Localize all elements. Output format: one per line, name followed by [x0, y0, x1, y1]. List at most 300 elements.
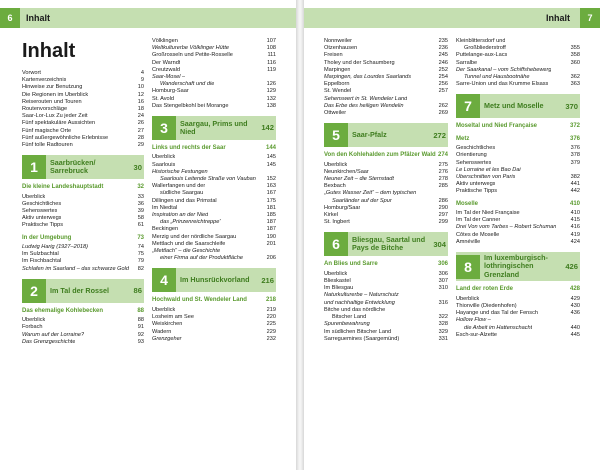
entry-title: Sarreguemines (Saargemünd) [324, 335, 400, 342]
entry-page: 232 [266, 335, 276, 342]
entry-page: 108 [266, 45, 276, 52]
entry-title: Im Niedtal [152, 204, 178, 211]
chapter-title: Im Tal der Rossel [50, 285, 109, 295]
toc-entry [324, 169, 448, 176]
entry-page: 322 [438, 314, 448, 321]
entry-page: 436 [570, 310, 580, 317]
entry-title: Hinweise zur Benutzung [22, 84, 83, 91]
entry-page: 129 [266, 88, 276, 95]
entry-title: Neuner Zeit – die Sternstadt [324, 176, 394, 183]
entry-title: Losheim am See [152, 314, 194, 321]
toc-entry [22, 106, 144, 113]
toc-entry [152, 190, 276, 197]
section-page: 372 [569, 123, 580, 130]
section-title: Land der roten Erde [456, 286, 514, 293]
entry-title: „Mettlach“ – die Geschichte [152, 248, 221, 255]
toc-entry [22, 92, 144, 99]
toc-entry [324, 198, 448, 205]
entry-title: Fünf magische Orte [22, 127, 72, 134]
section-page: 144 [265, 145, 276, 152]
chapter-number: 2 [22, 279, 46, 303]
entry-page: 419 [570, 231, 580, 238]
entry-page: 190 [266, 233, 276, 240]
toc-entry [456, 81, 580, 88]
entry-page: 262 [438, 102, 448, 109]
entry-page [273, 169, 276, 176]
toc-entry [22, 201, 144, 208]
entry-title: Der Saarkanal – vom Schiffshebewerg [456, 66, 552, 73]
entry-page: 27 [137, 127, 144, 134]
entry-title: Tholey und der Schaumberg [324, 59, 395, 66]
chapter-page: 370 [565, 101, 578, 111]
entry-title: Côtes de Moselle [456, 231, 500, 238]
toc-entry [22, 208, 144, 215]
section-entry [456, 201, 580, 208]
entry-page: 220 [266, 314, 276, 321]
entry-page [445, 96, 448, 103]
toc-list [456, 38, 580, 339]
right-page [304, 0, 600, 470]
toc-heading: Inhalt [22, 40, 76, 62]
section-entry [456, 136, 580, 143]
entry-title: Überblick [456, 295, 480, 302]
entry-page: 316 [438, 299, 448, 306]
chapter-entry [22, 155, 144, 179]
entry-page: 235 [438, 38, 448, 44]
toc-entry [456, 317, 580, 324]
entry-title: Neunkirchen/Saar [324, 168, 369, 175]
entry-page: 33 [137, 193, 144, 200]
toc-entry [152, 241, 276, 248]
toc-entry [152, 169, 276, 176]
entry-title: Mettlach und die Saarschleife [152, 240, 226, 247]
entry-title: Bitche und das nördliche [324, 306, 386, 313]
chapter-title: Saar-Pfalz [352, 130, 387, 140]
entry-page: 10 [137, 84, 144, 91]
section-page: 428 [569, 286, 580, 293]
section-page: 88 [137, 307, 144, 314]
toc-entry [456, 296, 580, 303]
chapter-number: 8 [456, 255, 480, 279]
running-head-title: Inhalt [26, 13, 50, 23]
entry-title: Im südlichen Bitscher Land [324, 328, 392, 335]
entry-title: Creutzwald [152, 66, 180, 73]
entry-page: 275 [438, 161, 448, 168]
entry-title: Großbliederstroff [464, 45, 506, 52]
entry-page: 24 [137, 113, 144, 120]
entry-title: Sarralbe [456, 59, 478, 66]
section-title: Links und rechts der Saar [152, 145, 226, 152]
entry-title: Spurenbewahrung [324, 321, 370, 328]
chapter-page: 216 [261, 275, 274, 285]
entry-title: Naturkulturerbe – Naturschutz [324, 292, 399, 299]
toc-entry [456, 210, 580, 217]
entry-page: 111 [267, 52, 276, 59]
entry-page [577, 317, 580, 324]
toc-entry [324, 205, 448, 212]
toc-entry [22, 194, 144, 201]
entry-page: 307 [438, 278, 448, 285]
entry-title: Homburg/Saar [324, 204, 361, 211]
entry-title: Überblick [22, 193, 46, 200]
entry-title: Hollow Flow – [456, 317, 491, 324]
entry-page: 58 [137, 215, 144, 222]
entry-title: Reiserouten und Touren [22, 98, 82, 105]
entry-title: und nachhaltige Entwicklung [324, 299, 395, 306]
toc-entry [324, 38, 448, 45]
entry-page: 187 [266, 219, 276, 226]
entry-title: Eppelborn [324, 81, 350, 88]
entry-page: 26 [137, 120, 144, 127]
toc-entry [456, 60, 580, 67]
entry-title: Dillingen und das Primstal [152, 197, 217, 204]
toc-entry [22, 215, 144, 222]
toc-entry [324, 176, 448, 183]
section-title: Von den Kohlehalden zum Pfälzer Wald [324, 152, 436, 159]
entry-title: Schlafen im Saarland – das schwarze Gold [22, 265, 129, 272]
entry-page: 362 [570, 74, 580, 81]
toc-entry [324, 183, 448, 190]
entry-page [577, 167, 580, 174]
entry-title: Saarlouis Leitende Straße von Vauban [160, 176, 256, 183]
entry-page: 331 [438, 335, 448, 342]
section-page: 32 [137, 184, 144, 191]
entry-title: St. Wendel [324, 88, 352, 95]
entry-page [445, 190, 448, 197]
entry-title: Geschichtliches [22, 200, 62, 207]
entry-title: Sehenswertes [456, 159, 492, 166]
toc-entry [152, 60, 276, 67]
entry-page: 269 [438, 110, 448, 117]
chapter-number: 5 [324, 123, 348, 147]
toc-entry [324, 162, 448, 169]
toc-entry [152, 336, 276, 343]
entry-page: 126 [266, 81, 276, 88]
entry-page [577, 67, 580, 74]
section-title: Metz [456, 135, 470, 142]
toc-entry [324, 110, 448, 117]
entry-title: Die Regionen im Überblick [22, 91, 89, 98]
entry-page: 229 [266, 328, 276, 335]
toc-entry [324, 52, 448, 59]
entry-title: St. Avold [152, 95, 174, 102]
toc-entry [152, 154, 276, 161]
entry-page: 163 [266, 183, 276, 190]
toc-entry [152, 212, 276, 219]
entry-page: 145 [266, 161, 276, 168]
toc-entry [22, 317, 144, 324]
toc-list [152, 38, 276, 343]
entry-page: 201 [266, 240, 276, 247]
entry-page: 12 [137, 91, 144, 98]
entry-title: Otzenhausen [324, 45, 358, 52]
entry-title: Geschichtliches [456, 145, 496, 152]
toc-entry [324, 307, 448, 314]
entry-page: 445 [570, 331, 580, 338]
section-page: 218 [265, 297, 276, 304]
toc-entry [22, 70, 144, 77]
entry-page: 75 [137, 251, 144, 258]
entry-title: St. Ingbert [324, 219, 350, 226]
toc-entry [22, 266, 144, 273]
entry-title: Saar-Mosel – [152, 74, 186, 81]
toc-entry [152, 52, 276, 59]
toc-entry [324, 103, 448, 110]
entry-page: 4 [140, 70, 144, 76]
chapter-number: 3 [152, 116, 176, 140]
entry-title: Bitscher Land [332, 314, 367, 321]
left-page [0, 0, 296, 470]
entry-page: 152 [266, 176, 276, 183]
entry-page: 119 [267, 66, 276, 73]
entry-page: 276 [438, 168, 448, 175]
entry-page: 254 [438, 74, 448, 81]
entry-title: Überschnitten von Paris [456, 174, 516, 181]
entry-title: das „Prinzenreichtreppe“ [160, 219, 222, 226]
entry-title: Le Lorraine et les Bao Dai [456, 166, 521, 173]
entry-page: 286 [438, 197, 448, 204]
toc-list [324, 38, 448, 343]
entry-title: Freisen [324, 52, 343, 59]
toc-entry [456, 188, 580, 195]
toc-entry [22, 120, 144, 127]
entry-title: Kartenverzeichnis [22, 77, 67, 84]
toc-entry [456, 224, 580, 231]
section-entry [22, 308, 144, 315]
entry-page: 82 [137, 265, 144, 272]
section-title: Hochwald und St. Wendeler Land [152, 297, 247, 304]
toc-entry [456, 38, 580, 45]
entry-title: Im Tal der Nied Française [456, 210, 520, 217]
chapter-number: 7 [456, 94, 480, 118]
chapter-page: 304 [433, 239, 446, 249]
entry-page: 252 [438, 66, 448, 73]
toc-entry [152, 234, 276, 241]
toc-entry [152, 183, 276, 190]
chapter-entry [152, 268, 276, 292]
toc-entry [22, 135, 144, 142]
section-entry [324, 261, 448, 268]
entry-title: Kleinblittersdorf und [456, 38, 506, 44]
entry-page: 175 [266, 197, 276, 204]
entry-page: 290 [438, 204, 448, 211]
toc-entry [152, 103, 276, 110]
entry-title: „Gutes Wasser Zeit“ – dem typischen [324, 190, 417, 197]
chapter-entry [456, 252, 580, 281]
entry-title: Überblick [324, 270, 348, 277]
entry-page: 378 [570, 152, 580, 159]
entry-page: 363 [570, 81, 580, 88]
toc-entry [152, 96, 276, 103]
entry-title: Beckingen [152, 226, 179, 233]
toc-entry [324, 285, 448, 292]
toc-entry [152, 67, 276, 74]
entry-page: 430 [570, 302, 580, 309]
entry-title: Amnéville [456, 238, 481, 245]
entry-title: Der Warndt [152, 59, 181, 66]
entry-title: die Arbeit im Hattenschacht [464, 324, 533, 331]
entry-title: Praktische Tipps [22, 222, 64, 229]
entry-title: Tunnel und Hausbootnähe [464, 74, 530, 81]
entry-page: 132 [266, 95, 276, 102]
entry-page: 297 [438, 212, 448, 219]
entry-title: Im Sulzbachtal [22, 251, 59, 258]
entry-page: 107 [266, 38, 276, 44]
entry-page: 382 [570, 174, 580, 181]
toc-entry [22, 332, 144, 339]
entry-title: Nonnweiler [324, 38, 352, 44]
entry-title: Fünf spektakuläre Aussichten [22, 120, 96, 127]
chapter-entry [152, 116, 276, 140]
entry-title: einer Firma auf der Produktfläche [160, 255, 244, 262]
entry-title: Marpingen [324, 66, 351, 73]
running-head-title: Inhalt [546, 13, 570, 23]
toc-entry [152, 176, 276, 183]
entry-page: 360 [570, 59, 580, 66]
entry-page: 376 [570, 145, 580, 152]
entry-page: 79 [137, 258, 144, 265]
entry-title: Homburg-Saar [152, 88, 189, 95]
entry-title: Thionville (Diedenhofen) [456, 302, 517, 309]
entry-title: Puttelange-aux-Lacs [456, 52, 508, 59]
entry-title: Überblick [324, 161, 348, 168]
entry-page: 145 [266, 154, 276, 161]
chapter-number: 4 [152, 268, 176, 292]
toc-entry [456, 145, 580, 152]
section-page: 376 [569, 135, 580, 142]
chapter-title: Metz und Moselle [484, 101, 544, 111]
entry-page: 74 [137, 244, 144, 251]
chapter-page: 426 [565, 262, 578, 272]
toc-entry [324, 96, 448, 103]
toc-entry [456, 152, 580, 159]
entry-page: 410 [570, 210, 580, 217]
page-number: 7 [580, 8, 600, 28]
toc-entry [456, 74, 580, 81]
entry-page: 167 [266, 190, 276, 197]
entry-title: Aktiv unterwegs [22, 215, 62, 222]
entry-page [273, 248, 276, 255]
toc-entry [22, 339, 144, 346]
entry-page: 429 [570, 295, 580, 302]
entry-title: Im Fischbachtal [22, 258, 62, 265]
toc-entry [22, 99, 144, 106]
section-entry [152, 145, 276, 152]
chapter-title: Saargau, Prims und Nied [180, 118, 248, 137]
toc-column-left-1 [22, 38, 144, 464]
entry-page: 278 [438, 176, 448, 183]
section-title: Moselle [456, 200, 479, 207]
entry-title: Wanderschaft und die [160, 81, 215, 88]
entry-page: 36 [137, 200, 144, 207]
toc-entry [324, 67, 448, 74]
toc-entry [324, 321, 448, 328]
entry-page [445, 307, 448, 314]
entry-title: Fünf tolle Radtouren [22, 142, 73, 149]
section-entry [22, 184, 144, 191]
toc-entry [152, 45, 276, 52]
toc-entry [22, 84, 144, 91]
entry-page: 415 [570, 217, 580, 224]
section-entry [456, 123, 580, 130]
entry-page: 91 [137, 324, 144, 331]
entry-page [577, 38, 580, 45]
entry-page: 93 [137, 338, 144, 345]
entry-title: Sehenswert in St. Wendeler Land [324, 95, 408, 102]
entry-title: Saar-Lor-Lux Zu jeder Zeit [22, 113, 88, 120]
entry-title: Hayange und das Tal der Fensch [456, 310, 538, 317]
toc-entry [22, 324, 144, 331]
toc-column-left-2 [152, 38, 276, 464]
toc-entry [324, 45, 448, 52]
toc-entry [324, 314, 448, 321]
section-entry [22, 235, 144, 242]
section-title: Das ehemalige Kohlebecken [22, 307, 104, 314]
entry-page: 299 [438, 219, 448, 226]
toc-entry [456, 332, 580, 339]
running-head-bar [304, 8, 600, 28]
entry-page: 138 [266, 102, 276, 109]
toc-entry [152, 205, 276, 212]
toc-entry [152, 226, 276, 233]
entry-page: 355 [570, 45, 580, 52]
toc-entry [152, 81, 276, 88]
toc-entry [152, 329, 276, 336]
book-gutter [296, 0, 304, 470]
entry-page: 92 [137, 331, 144, 338]
toc-entry [324, 60, 448, 67]
entry-title: Weiskirchen [152, 321, 183, 328]
entry-page [273, 74, 276, 81]
entry-title: Warum auf der Lorraine? [22, 331, 85, 338]
entry-title: Blieskastel [324, 278, 351, 285]
entry-page: 306 [438, 270, 448, 277]
entry-page: 379 [570, 159, 580, 166]
entry-page: 328 [438, 321, 448, 328]
toc-entry [324, 219, 448, 226]
entry-page: 187 [266, 226, 276, 233]
toc-entry [456, 67, 580, 74]
toc-entry [152, 255, 276, 262]
entry-page: 206 [266, 255, 276, 262]
toc-entry [456, 160, 580, 167]
entry-title: Im Bliesgau [324, 285, 354, 292]
entry-title: Wadern [152, 328, 172, 335]
section-entry [324, 152, 448, 159]
section-entry [456, 286, 580, 293]
entry-page: 441 [570, 181, 580, 188]
chapter-entry [456, 94, 580, 118]
entry-title: Grenzgeher [152, 335, 182, 342]
entry-title: Vorwort [22, 70, 41, 76]
toc-entry [456, 310, 580, 317]
entry-title: südliche Saargau [160, 190, 204, 197]
entry-title: Weltkulturerbe Völklinger Hütte [152, 45, 230, 52]
entry-page: 29 [137, 142, 144, 149]
toc-entry [152, 314, 276, 321]
chapter-entry [324, 123, 448, 147]
toc-entry [152, 321, 276, 328]
section-title: Die kleine Landeshauptstadt [22, 184, 104, 191]
entry-page: 440 [570, 324, 580, 331]
chapter-title: Im luxemburgisch-lothringischen Grenzland [484, 253, 548, 279]
entry-title: Ludwig Harig (1927–2018) [22, 244, 88, 251]
toc-entry [456, 303, 580, 310]
toc-entry [22, 244, 144, 251]
entry-page: 225 [266, 321, 276, 328]
toc-entry [456, 167, 580, 174]
entry-page: 39 [137, 208, 144, 215]
